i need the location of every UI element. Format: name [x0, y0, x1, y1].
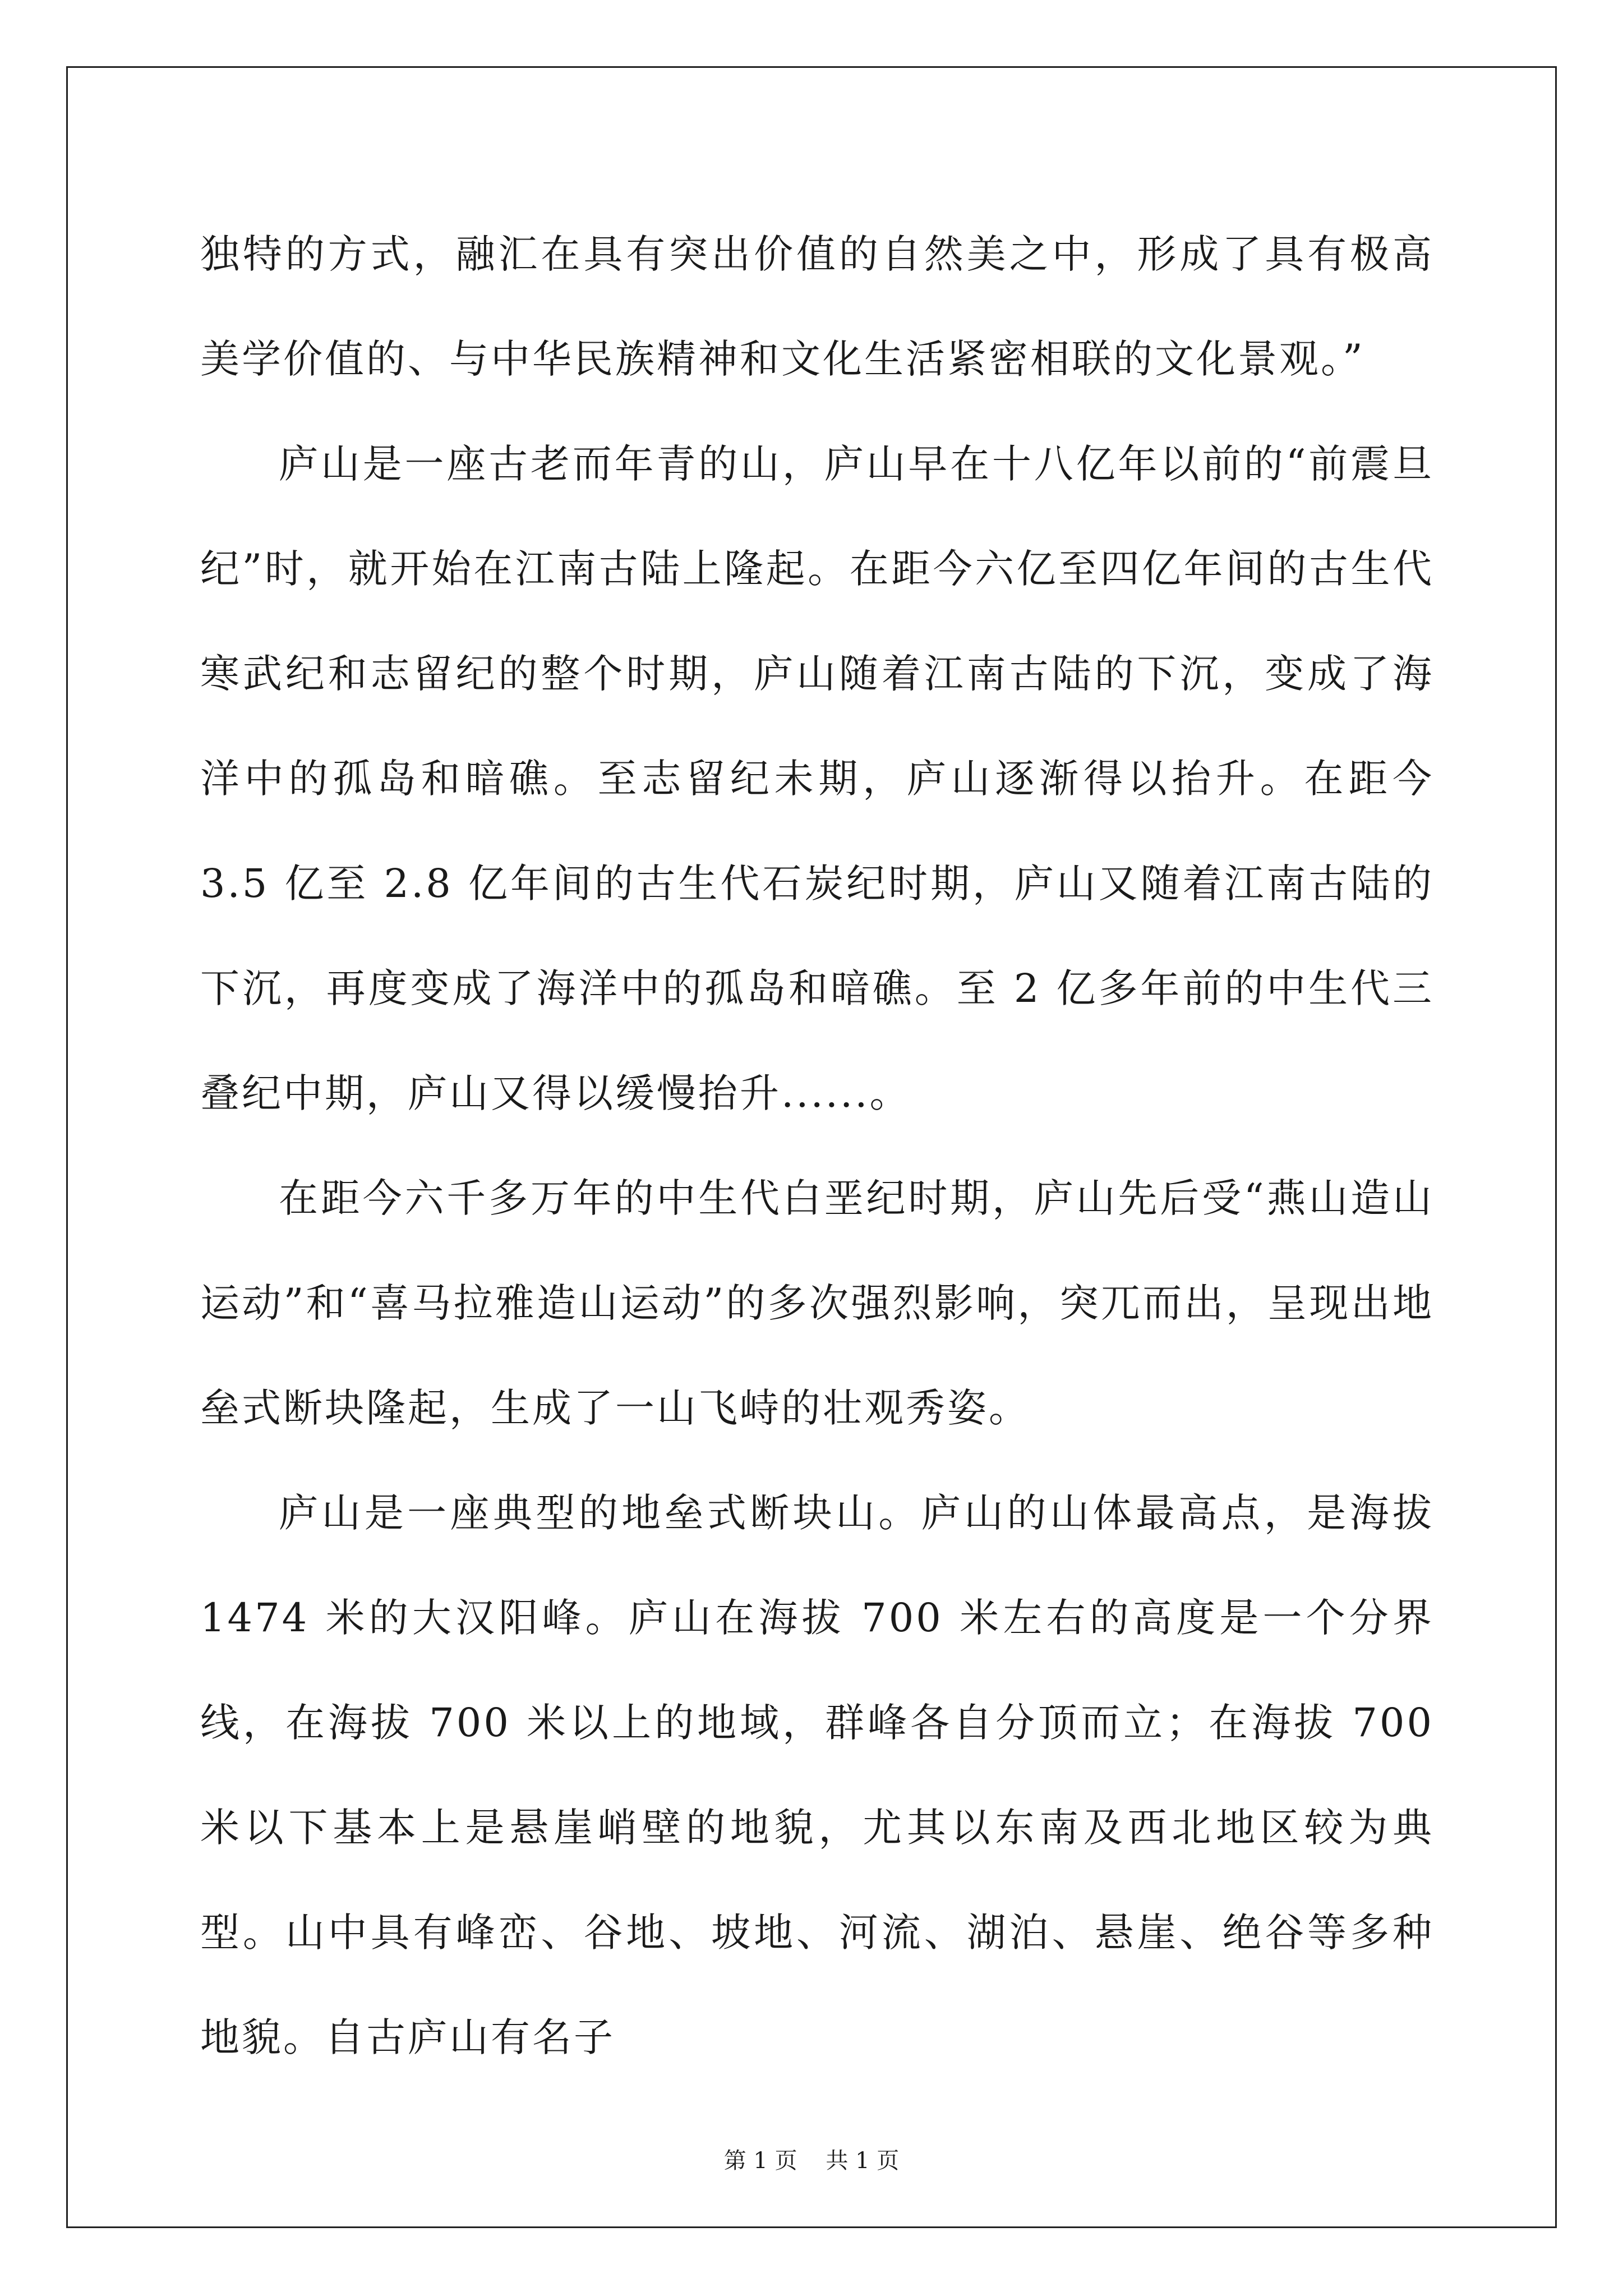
- paragraph-geologic-history: 庐山是一座古老而年青的山，庐山早在十八亿年以前的“前震旦纪”时，就开始在江南古陆上隆起。在距今六亿至四亿年间的古生代寒武纪和志留纪的整个时期，庐山随着江南古陆的下沉，变成了海洋中的孤岛和暗礁。至志留纪未期，庐山逐渐得以抬升。在距今 3.5 亿至 2.8 亿年间的古生代石炭纪时期，庐山又随着江南古陆的下沉，再度变成了海洋中的孤岛和暗礁。至 2 亿多年前的中生代三叠纪中期，庐山又得以缓慢抬升......。: [200, 441, 1434, 1116]
- paragraph-cretaceous-uplift: 在距今六千多万年的中生代白垩纪时期，庐山先后受“燕山造山运动”和“喜马拉雅造山运动”的多次强烈影响，突兀而出，呈现出地垒式断块隆起，生成了一山飞峙的壮观秀姿。: [200, 1175, 1434, 1431]
- document-body: [200, 202, 1434, 2090]
- paragraph-continuation: 独特的方式，融汇在具有突出价值的自然美之中，形成了具有极高美学价值的、与中华民族精神和文化生活紧密相联的文化景观。”: [200, 231, 1434, 382]
- page-footer: 第 1 页 共 1 页: [723, 2148, 900, 2174]
- paragraph-fault-block-mountain: 庐山是一座典型的地垒式断块山。庐山的山体最高点，是海拔 1474 米的大汉阳峰。庐山在海拔 700 米左右的高度是一个分界线，在海拔 700 米以上的地域，群峰各自分顶而立；在海拔 700 米以下基本上是悬崖峭壁的地貌，尤其以东南及西北地区较为典型。山中具有峰峦、谷地、坡地、河流、湖泊、悬崖、绝谷等多种地貌。自古庐山有名子: [200, 1490, 1434, 2060]
